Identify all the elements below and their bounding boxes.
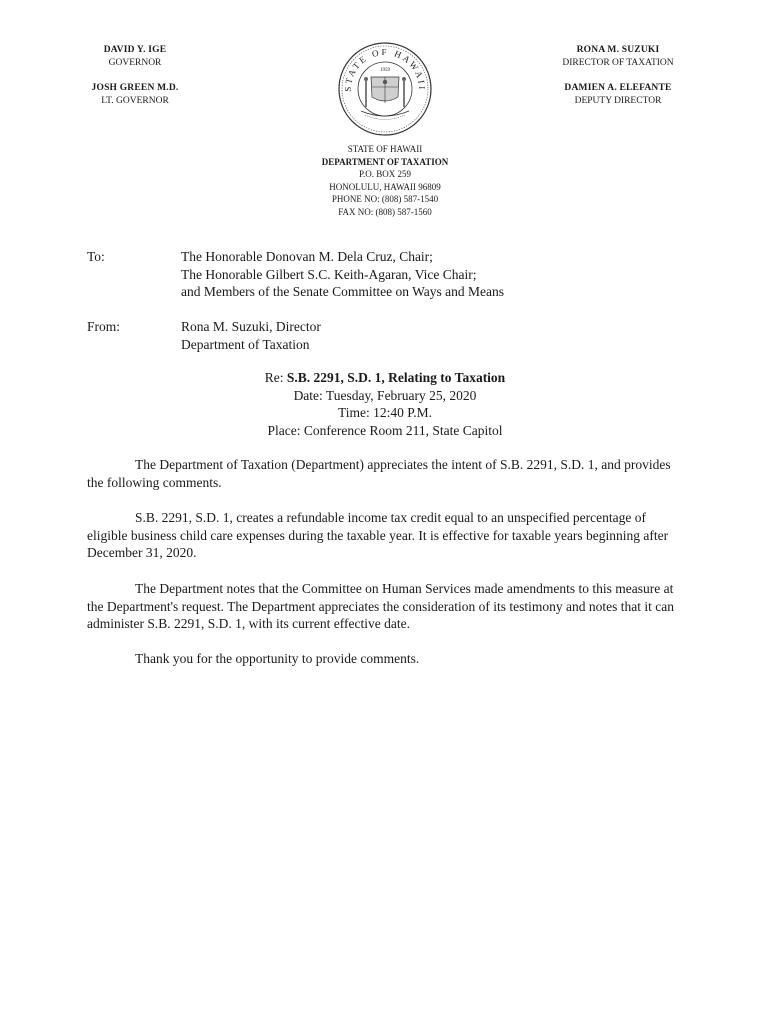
to-line: and Members of the Senate Committee on Ways and Means — [181, 284, 504, 299]
to-recipients — [181, 248, 504, 301]
director-title: DIRECTOR OF TAXATION — [562, 58, 674, 68]
deputy-name: DAMIEN A. ELEFANTE — [564, 83, 672, 93]
re-label: Re: — [264, 370, 287, 385]
hearing-time: Time: 12:40 P.M. — [337, 405, 433, 420]
to-section — [87, 248, 687, 303]
director-name: RONA M. SUZUKI — [576, 45, 660, 55]
from-label: From: — [87, 319, 121, 334]
body-paragraph-4: Thank you for the opportunity to provide comments. — [135, 651, 420, 666]
lt-governor-block — [75, 82, 195, 108]
hearing-date: Date: Tuesday, February 25, 2020 — [293, 387, 477, 403]
governor-block — [75, 44, 195, 70]
deputy-title: DEPUTY DIRECTOR — [574, 96, 662, 106]
governor-title: GOVERNOR — [108, 58, 162, 68]
from-sender — [181, 318, 321, 353]
agency-department: DEPARTMENT OF TAXATION — [321, 156, 449, 167]
governor-name: DAVID Y. IGE — [103, 45, 167, 55]
from-line: Rona M. Suzuki, Director — [181, 319, 321, 334]
to-label: To: — [87, 249, 105, 264]
agency-state: STATE OF HAWAII — [347, 144, 423, 154]
to-line: The Honorable Donovan M. Dela Cruz, Chair; — [181, 249, 433, 264]
body-paragraph-1: The Department of Taxation (Department) appreciates the intent of S.B. 2291, S.D. 1, and provides the following comments. — [87, 457, 671, 490]
to-line: The Honorable Gilbert S.C. Keith-Agaran, Vice Chair; — [181, 266, 477, 282]
agency-phone: PHONE NO: (808) 587-1540 — [331, 194, 439, 204]
from-section — [87, 318, 687, 354]
director-block — [548, 44, 688, 70]
agency-po-box: P.O. BOX 259 — [358, 169, 411, 179]
agency-city: HONOLULU, HAWAII 96809 — [329, 181, 441, 192]
agency-fax: FAX NO: (808) 587-1560 — [338, 206, 432, 217]
seal-top-text: STATE OF HAWAII — [342, 46, 428, 92]
deputy-block — [548, 82, 688, 108]
lt-governor-title: LT. GOVERNOR — [101, 96, 169, 106]
state-seal-icon — [337, 41, 433, 137]
body-paragraph-3: The Department notes that the Committee on Human Services made amendments to this measure at the Department's request. The Department appreciates the consideration of its testimony and notes that it can administer S.B. 2291, S.D. 1, with its current effective date. — [87, 581, 674, 631]
agency-address — [235, 143, 535, 218]
re-section — [185, 369, 585, 439]
body-paragraph-2: S.B. 2291, S.D. 1, creates a refundable income tax credit equal to an unspecified percentage of eligible business child care expenses during the taxable year. It is effective for taxable years beginning after December 31, 2020. — [87, 510, 669, 560]
lt-governor-name: JOSH GREEN M.D. — [91, 83, 179, 93]
hearing-place: Place: Conference Room 211, State Capitol — [267, 422, 503, 438]
seal-year: 1959 — [380, 68, 390, 73]
re-line — [185, 369, 585, 387]
re-subject: S.B. 2291, S.D. 1, Relating to Taxation — [286, 370, 506, 385]
from-line: Department of Taxation — [181, 336, 310, 352]
